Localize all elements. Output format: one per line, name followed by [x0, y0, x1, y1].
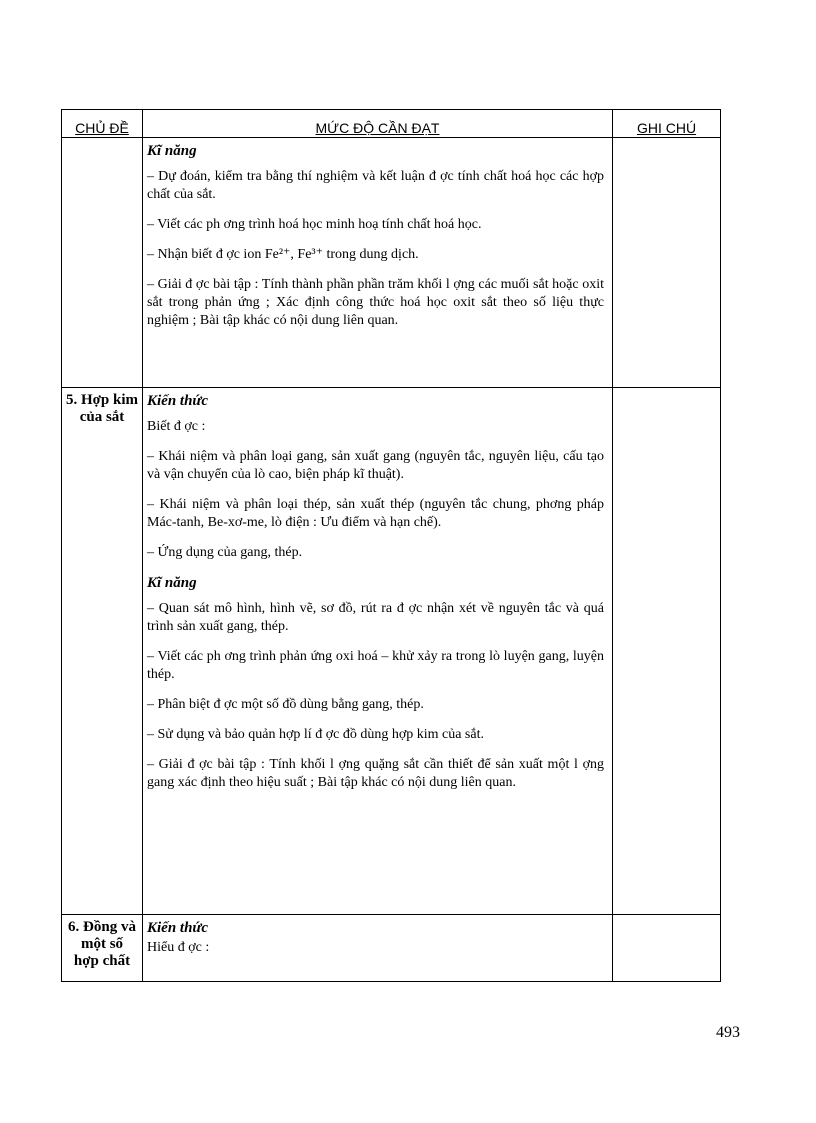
list-item: ‒ Sử dụng và bảo quản hợp lí đ ợc đồ dùng hợp kim của sắt. [147, 727, 484, 742]
level-cell [143, 138, 613, 388]
header-level: MỨC ĐỘ CẦN ĐẠT [143, 110, 613, 138]
table-row [62, 138, 721, 388]
topic-cell [62, 915, 143, 982]
list-item: ‒ Giải đ ợc bài tập : Tính khối l ợng quặng sắt cần thiết để sản xuất một l ợng gang xác định theo hiệu suất ; Bài tập khác có nội dung liên quan. [147, 757, 604, 790]
level-cell [143, 388, 613, 915]
note-cell [613, 138, 721, 388]
topic-title: 5. Hợp kim [65, 392, 139, 408]
list-item: ‒ Giải đ ợc bài tập : Tính thành phần phần trăm khối l ợng các muối sắt hoặc oxit sắt trong phản ứng ; Xác định công thức hoá học oxit sắt theo số liệu thực nghiệm ; Bài tập khác có nội dung liên quan. [147, 277, 604, 328]
topic-title: hợp chất [73, 953, 131, 969]
list-item: ‒ Viết các ph ơng trình hoá học minh hoạ tính chất hoá học. [147, 217, 482, 232]
level-cell [143, 915, 613, 982]
list-item: ‒ Quan sát mô hình, hình vẽ, sơ đồ, rút ra đ ợc nhận xét về nguyên tắc và quá trình sản xuất gang, thép. [147, 601, 604, 634]
standards-table [61, 109, 721, 982]
list-item: ‒ Nhận biết đ ợc ion Fe²⁺, Fe³⁺ trong dung dịch. [147, 247, 419, 262]
note-cell [613, 915, 721, 982]
list-item: ‒ Phân biệt đ ợc một số đồ dùng bằng gang, thép. [147, 697, 424, 712]
skills-heading: Kĩ năng [147, 575, 197, 591]
knowledge-heading: Kiến thức [147, 393, 209, 409]
table-row [62, 915, 721, 982]
list-item: ‒ Ứng dụng của gang, thép. [147, 545, 303, 560]
header-note: GHI CHÚ [613, 110, 721, 138]
list-item: ‒ Dự đoán, kiểm tra bằng thí nghiệm và kết luận đ ợc tính chất hoá học các hợp chất của sắt. [147, 169, 604, 202]
header-topic: CHỦ ĐỀ [62, 110, 143, 138]
list-item: ‒ Khái niệm và phân loại gang, sản xuất gang (nguyên tắc, nguyên liệu, cấu tạo và vận chuyển của lò cao, biện pháp kĩ thuật). [147, 449, 604, 482]
topic-title: 6. Đồng và [68, 919, 136, 935]
list-item: ‒ Viết các ph ơng trình phản ứng oxi hoá ‒ khử xảy ra trong lò luyện gang, luyện thép. [147, 649, 604, 682]
table-row [62, 388, 721, 915]
topic-title: một số [80, 936, 124, 952]
page-number: 493 [716, 1024, 740, 1041]
skills-heading: Kĩ năng [147, 143, 197, 159]
table-header-row [62, 110, 721, 138]
knowledge-intro: Biết đ ợc : [147, 419, 206, 434]
note-cell [613, 388, 721, 915]
topic-cell [62, 138, 143, 388]
knowledge-intro: Hiểu đ ợc : [147, 940, 210, 955]
topic-cell [62, 388, 143, 915]
knowledge-heading: Kiến thức [147, 920, 209, 936]
list-item: ‒ Khái niệm và phân loại thép, sản xuất thép (nguyên tắc chung, phơng pháp Mác-tanh, Be-xơ-me, lò điện : Ưu điểm và hạn chế). [147, 497, 604, 530]
topic-title: của sắt [79, 409, 125, 425]
